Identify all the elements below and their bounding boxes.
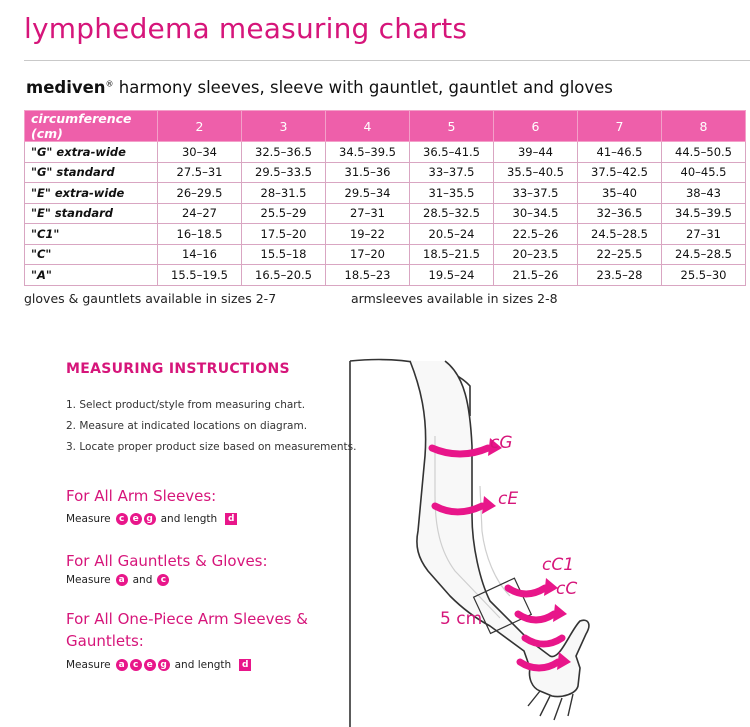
table-row xyxy=(25,224,746,245)
point-e-badge: e xyxy=(130,513,142,525)
table-cell: 30–34.5 xyxy=(494,203,578,224)
arrow-e-head xyxy=(482,496,496,514)
column-header-size: 7 xyxy=(578,111,662,142)
table-cell: 24.5–28.5 xyxy=(662,244,746,265)
length-d-badge: d xyxy=(225,513,237,525)
arm-measurement-diagram xyxy=(340,356,746,727)
arrow-c1 xyxy=(508,588,545,594)
table-cell: 28–31.5 xyxy=(242,183,326,204)
arm-sleeves-heading: For All Arm Sleeves: xyxy=(66,487,217,505)
one-piece-heading-line2: Gauntlets: xyxy=(66,632,144,650)
table-cell: 35–40 xyxy=(578,183,662,204)
point-a-badge: a xyxy=(116,574,128,586)
measure-label: Measure xyxy=(66,513,111,525)
title-divider xyxy=(24,60,750,61)
table-cell: 24–27 xyxy=(158,203,242,224)
point-c-badge: c xyxy=(116,513,128,525)
table-cell: 19.5–24 xyxy=(410,265,494,286)
gloves-availability-note: gloves & gauntlets available in sizes 2-7 xyxy=(24,291,277,306)
table-cell: 21.5–26 xyxy=(494,265,578,286)
row-label: "E" extra-wide xyxy=(25,183,158,204)
subtitle-text: harmony sleeves, sleeve with gauntlet, gauntlet and gloves xyxy=(113,78,613,97)
table-row xyxy=(25,265,746,286)
column-header-size: 2 xyxy=(158,111,242,142)
arrow-a xyxy=(525,638,562,644)
table-row xyxy=(25,142,746,163)
table-cell: 41–46.5 xyxy=(578,142,662,163)
arrow-c xyxy=(518,614,554,620)
row-label: "A" xyxy=(25,265,158,286)
label-cc: cC xyxy=(556,579,578,599)
and-length-text: and length xyxy=(174,659,232,671)
point-a-badge: a xyxy=(116,659,128,671)
table-cell: 27–31 xyxy=(662,224,746,245)
table-cell: 34.5–39.5 xyxy=(326,142,410,163)
table-cell: 38–43 xyxy=(662,183,746,204)
table-cell: 26–29.5 xyxy=(158,183,242,204)
row-label: "C" xyxy=(25,244,158,265)
table-cell: 32–36.5 xyxy=(578,203,662,224)
instruction-step: 3. Locate proper product size based on measurements. xyxy=(66,441,357,453)
column-header-size: 8 xyxy=(662,111,746,142)
table-row xyxy=(25,162,746,183)
point-c-badge: c xyxy=(157,574,169,586)
and-length-text: and length xyxy=(160,513,218,525)
table-cell: 29.5–34 xyxy=(326,183,410,204)
table-cell: 33–37.5 xyxy=(410,162,494,183)
column-header-size: 4 xyxy=(326,111,410,142)
column-header-size: 5 xyxy=(410,111,494,142)
table-header-row xyxy=(25,111,746,142)
row-label: "E" standard xyxy=(25,203,158,224)
gauntlets-gloves-heading: For All Gauntlets & Gloves: xyxy=(66,552,268,570)
label-cg: cG xyxy=(490,433,513,453)
table-cell: 16–18.5 xyxy=(158,224,242,245)
table-cell: 44.5–50.5 xyxy=(662,142,746,163)
table-cell: 19–22 xyxy=(326,224,410,245)
table-cell: 32.5–36.5 xyxy=(242,142,326,163)
label-ce: cE xyxy=(498,489,519,509)
label-5cm: 5 cm xyxy=(440,609,483,629)
table-row xyxy=(25,183,746,204)
table-cell: 20–23.5 xyxy=(494,244,578,265)
table-row xyxy=(25,203,746,224)
arm-diagram-svg xyxy=(340,356,746,727)
table-cell: 24.5–28.5 xyxy=(578,224,662,245)
table-cell: 22.5–26 xyxy=(494,224,578,245)
table-cell: 25.5–29 xyxy=(242,203,326,224)
table-cell: 34.5–39.5 xyxy=(662,203,746,224)
table-cell: 28.5–32.5 xyxy=(410,203,494,224)
table-cell: 39–44 xyxy=(494,142,578,163)
table-cell: 17–20 xyxy=(326,244,410,265)
table-cell: 16.5–20.5 xyxy=(242,265,326,286)
table-cell: 35.5–40.5 xyxy=(494,162,578,183)
column-header-size: 3 xyxy=(242,111,326,142)
arrow-c-head xyxy=(553,604,567,622)
table-cell: 22–25.5 xyxy=(578,244,662,265)
and-text: and xyxy=(132,574,153,586)
table-cell: 18.5–23 xyxy=(326,265,410,286)
table-cell: 27–31 xyxy=(326,203,410,224)
instructions-steps xyxy=(66,399,356,462)
point-g-badge: g xyxy=(144,513,156,525)
table-cell: 17.5–20 xyxy=(242,224,326,245)
table-cell: 15.5–18 xyxy=(242,244,326,265)
table-cell: 31–35.5 xyxy=(410,183,494,204)
arm-sleeves-measure xyxy=(66,513,237,525)
gauntlets-gloves-measure xyxy=(66,574,169,586)
arm-outline xyxy=(410,361,589,697)
measure-label: Measure xyxy=(66,574,111,586)
registered-mark: ® xyxy=(105,79,114,89)
product-subtitle xyxy=(26,78,613,97)
row-label: "G" extra-wide xyxy=(25,142,158,163)
page-title: lymphedema measuring charts xyxy=(24,12,468,45)
table-cell: 25.5–30 xyxy=(662,265,746,286)
table-cell: 29.5–33.5 xyxy=(242,162,326,183)
table-cell: 20.5–24 xyxy=(410,224,494,245)
column-header-size: 6 xyxy=(494,111,578,142)
instruction-step: 2. Measure at indicated locations on diagram. xyxy=(66,420,308,432)
instructions-heading: MEASURING INSTRUCTIONS xyxy=(66,361,290,377)
measure-label: Measure xyxy=(66,659,111,671)
point-c-badge: c xyxy=(130,659,142,671)
point-g-badge: g xyxy=(158,659,170,671)
table-cell: 14–16 xyxy=(158,244,242,265)
brand-name: mediven xyxy=(26,78,106,97)
table-cell: 40–45.5 xyxy=(662,162,746,183)
column-header-circumference: circumference (cm) xyxy=(25,111,158,142)
measuring-chart-table xyxy=(24,110,746,286)
table-cell: 30–34 xyxy=(158,142,242,163)
table-cell: 15.5–19.5 xyxy=(158,265,242,286)
table-cell: 18.5–21.5 xyxy=(410,244,494,265)
length-d-badge: d xyxy=(239,659,251,671)
instruction-step: 1. Select product/style from measuring chart. xyxy=(66,399,306,411)
label-cc1: cC1 xyxy=(542,555,575,575)
row-label: "C1" xyxy=(25,224,158,245)
table-cell: 33–37.5 xyxy=(494,183,578,204)
point-e-badge: e xyxy=(144,659,156,671)
armsleeves-availability-note: armsleeves available in sizes 2-8 xyxy=(351,291,558,306)
table-cell: 31.5–36 xyxy=(326,162,410,183)
table-cell: 23.5–28 xyxy=(578,265,662,286)
table-cell: 27.5–31 xyxy=(158,162,242,183)
row-label: "G" standard xyxy=(25,162,158,183)
one-piece-measure xyxy=(66,659,251,671)
table-cell: 36.5–41.5 xyxy=(410,142,494,163)
table-row xyxy=(25,244,746,265)
table-cell: 37.5–42.5 xyxy=(578,162,662,183)
one-piece-heading-line1: For All One-Piece Arm Sleeves & xyxy=(66,610,308,628)
